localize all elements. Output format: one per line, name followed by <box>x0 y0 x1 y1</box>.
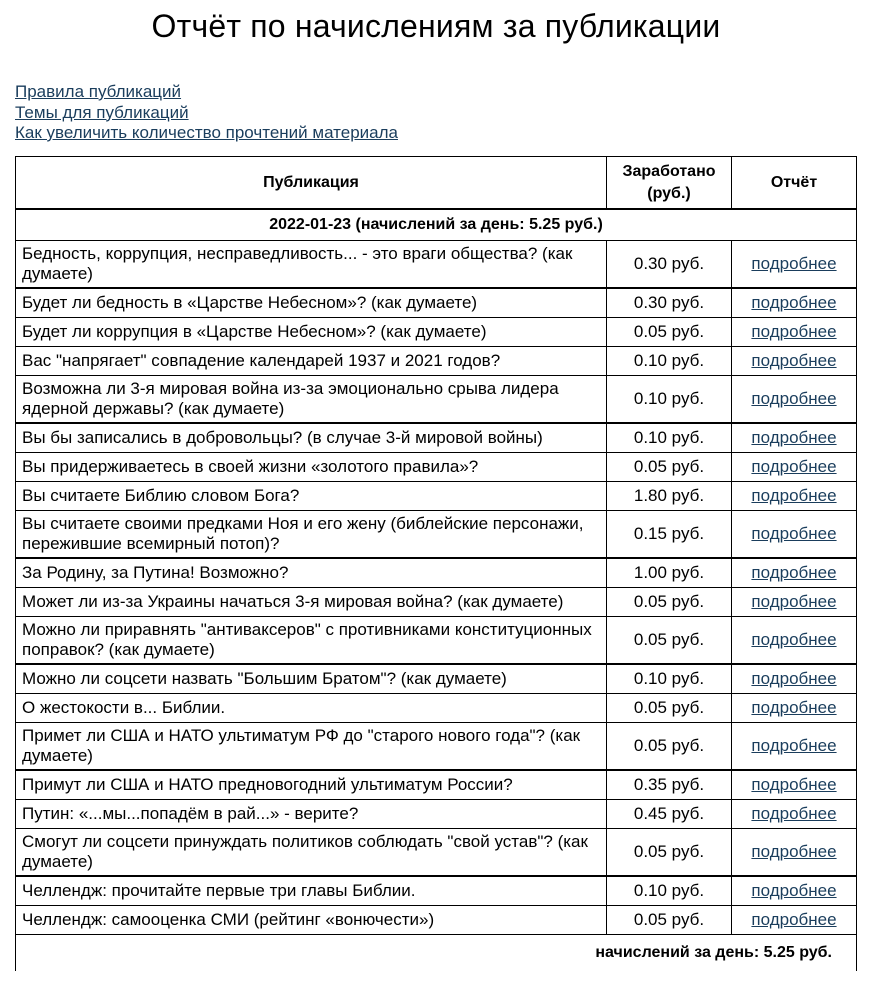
report-details-link[interactable]: подробнее <box>751 881 837 900</box>
table-row <box>16 694 857 723</box>
report-cell <box>732 376 857 424</box>
report-cell <box>732 511 857 559</box>
report-cell <box>732 906 857 935</box>
publication-title: Путин: «...мы...попадём в рай...» - верите? <box>16 800 607 829</box>
earned-amount: 0.05 руб. <box>607 318 732 347</box>
table-row <box>16 482 857 511</box>
report-cell <box>732 664 857 694</box>
table-row <box>16 664 857 694</box>
publication-title: Будет ли коррупция в «Царстве Небесном»? (как думаете) <box>16 318 607 347</box>
table-row <box>16 347 857 376</box>
report-cell <box>732 617 857 665</box>
earned-amount: 1.00 руб. <box>607 558 732 588</box>
earned-amount: 0.30 руб. <box>607 288 732 318</box>
report-details-link[interactable]: подробнее <box>751 630 837 649</box>
table-header-row <box>16 157 857 210</box>
report-cell <box>732 800 857 829</box>
publication-title: Возможна ли 3-я мировая война из-за эмоционально срыва лидера ядерной державы? (как думаете) <box>16 376 607 424</box>
report-details-link[interactable]: подробнее <box>751 669 837 688</box>
table-row <box>16 829 857 877</box>
publication-title: Вы считаете своими предками Ноя и его жену (библейские персонажи, пережившие всемирный потоп)? <box>16 511 607 559</box>
publication-title: Можно ли соцсети назвать "Большим Братом"? (как думаете) <box>16 664 607 694</box>
earned-amount: 0.35 руб. <box>607 770 732 800</box>
earned-amount: 0.10 руб. <box>607 664 732 694</box>
report-details-link[interactable]: подробнее <box>751 322 837 341</box>
header-publication: Публикация <box>16 157 607 210</box>
report-details-link[interactable]: подробнее <box>751 486 837 505</box>
report-details-link[interactable]: подробнее <box>751 910 837 929</box>
report-details-link[interactable]: подробнее <box>751 775 837 794</box>
header-report: Отчёт <box>732 157 857 210</box>
earned-amount: 0.10 руб. <box>607 347 732 376</box>
report-cell <box>732 588 857 617</box>
report-cell <box>732 829 857 877</box>
report-cell <box>732 453 857 482</box>
report-details-link[interactable]: подробнее <box>751 351 837 370</box>
publication-title: Вы считаете Библию словом Бога? <box>16 482 607 511</box>
report-cell <box>732 482 857 511</box>
earned-amount: 0.45 руб. <box>607 800 732 829</box>
table-row <box>16 770 857 800</box>
table-row <box>16 558 857 588</box>
earned-amount: 0.10 руб. <box>607 376 732 424</box>
publication-title: Челлендж: самооценка СМИ (рейтинг «вонючести») <box>16 906 607 935</box>
earned-amount: 0.05 руб. <box>607 723 732 771</box>
publication-title: Можно ли приравнять "антиваксеров" с противниками конституционных поправок? (как думаете) <box>16 617 607 665</box>
publication-title: Будет ли бедность в «Царстве Небесном»? (как думаете) <box>16 288 607 318</box>
publication-title: За Родину, за Путина! Возможно? <box>16 558 607 588</box>
report-cell <box>732 241 857 289</box>
report-cell <box>732 723 857 771</box>
table-row <box>16 453 857 482</box>
report-details-link[interactable]: подробнее <box>751 842 837 861</box>
earned-amount: 0.10 руб. <box>607 876 732 906</box>
publication-title: Вы бы записались в добровольцы? (в случае 3-й мировой войны) <box>16 423 607 453</box>
publication-title: Вы придерживаетесь в своей жизни «золотого правила»? <box>16 453 607 482</box>
report-details-link[interactable]: подробнее <box>751 524 837 543</box>
publication-title: Смогут ли соцсети принуждать политиков соблюдать "свой устав"? (как думаете) <box>16 829 607 877</box>
table-row <box>16 511 857 559</box>
day-total-row <box>16 935 857 972</box>
report-cell <box>732 347 857 376</box>
earned-amount: 0.05 руб. <box>607 694 732 723</box>
earned-amount: 0.05 руб. <box>607 588 732 617</box>
link-increase-reads[interactable]: Как увеличить количество прочтений материала <box>15 123 398 142</box>
table-row <box>16 588 857 617</box>
table-row <box>16 318 857 347</box>
report-cell <box>732 770 857 800</box>
publication-title: О жестокости в... Библии. <box>16 694 607 723</box>
report-cell <box>732 318 857 347</box>
day-total-label: начислений за день: 5.25 руб. <box>16 935 857 972</box>
table-body <box>16 209 857 971</box>
earned-amount: 0.15 руб. <box>607 511 732 559</box>
earned-amount: 0.05 руб. <box>607 453 732 482</box>
report-details-link[interactable]: подробнее <box>751 736 837 755</box>
report-cell <box>732 876 857 906</box>
report-details-link[interactable]: подробнее <box>751 592 837 611</box>
header-earned: Заработано (руб.) <box>607 157 732 210</box>
table-row <box>16 876 857 906</box>
report-details-link[interactable]: подробнее <box>751 293 837 312</box>
table-row <box>16 423 857 453</box>
report-cell <box>732 558 857 588</box>
publication-title: Вас "напрягает" совпадение календарей 1937 и 2021 годов? <box>16 347 607 376</box>
table-row <box>16 800 857 829</box>
link-publication-topics[interactable]: Темы для публикаций <box>15 102 189 122</box>
report-details-link[interactable]: подробнее <box>751 389 837 408</box>
publication-title: Челлендж: прочитайте первые три главы Библии. <box>16 876 607 906</box>
report-details-link[interactable]: подробнее <box>751 804 837 823</box>
table-row <box>16 376 857 424</box>
table-row <box>16 906 857 935</box>
report-details-link[interactable]: подробнее <box>751 563 837 582</box>
publication-title: Может ли из-за Украины начаться 3-я мировая война? (как думаете) <box>16 588 607 617</box>
table-row <box>16 241 857 289</box>
page-title: Отчёт по начислениям за публикации <box>151 8 721 44</box>
link-publication-rules[interactable]: Правила публикаций <box>15 82 182 101</box>
report-details-link[interactable]: подробнее <box>751 254 837 273</box>
help-links <box>15 82 398 144</box>
report-details-link[interactable]: подробнее <box>751 457 837 476</box>
publication-title: Примет ли США и НАТО ультиматум РФ до "старого нового года"? (как думаете) <box>16 723 607 771</box>
earned-amount: 0.10 руб. <box>607 423 732 453</box>
earned-amount: 0.05 руб. <box>607 906 732 935</box>
earned-amount: 0.05 руб. <box>607 617 732 665</box>
report-cell <box>732 423 857 453</box>
earnings-table <box>15 156 857 971</box>
report-cell <box>732 694 857 723</box>
publication-title: Примут ли США и НАТО предновогодний ультиматум России? <box>16 770 607 800</box>
report-details-link[interactable]: подробнее <box>751 698 837 717</box>
date-group-row <box>16 209 857 241</box>
table-row <box>16 288 857 318</box>
earned-amount: 0.05 руб. <box>607 829 732 877</box>
report-cell <box>732 288 857 318</box>
publication-title: Бедность, коррупция, несправедливость... - это враги общества? (как думаете) <box>16 241 607 289</box>
table-row <box>16 617 857 665</box>
report-details-link[interactable]: подробнее <box>751 428 837 447</box>
table-row <box>16 723 857 771</box>
earned-amount: 0.30 руб. <box>607 241 732 289</box>
earned-amount: 1.80 руб. <box>607 482 732 511</box>
date-group-label: 2022-01-23 (начислений за день: 5.25 руб.) <box>16 209 857 241</box>
